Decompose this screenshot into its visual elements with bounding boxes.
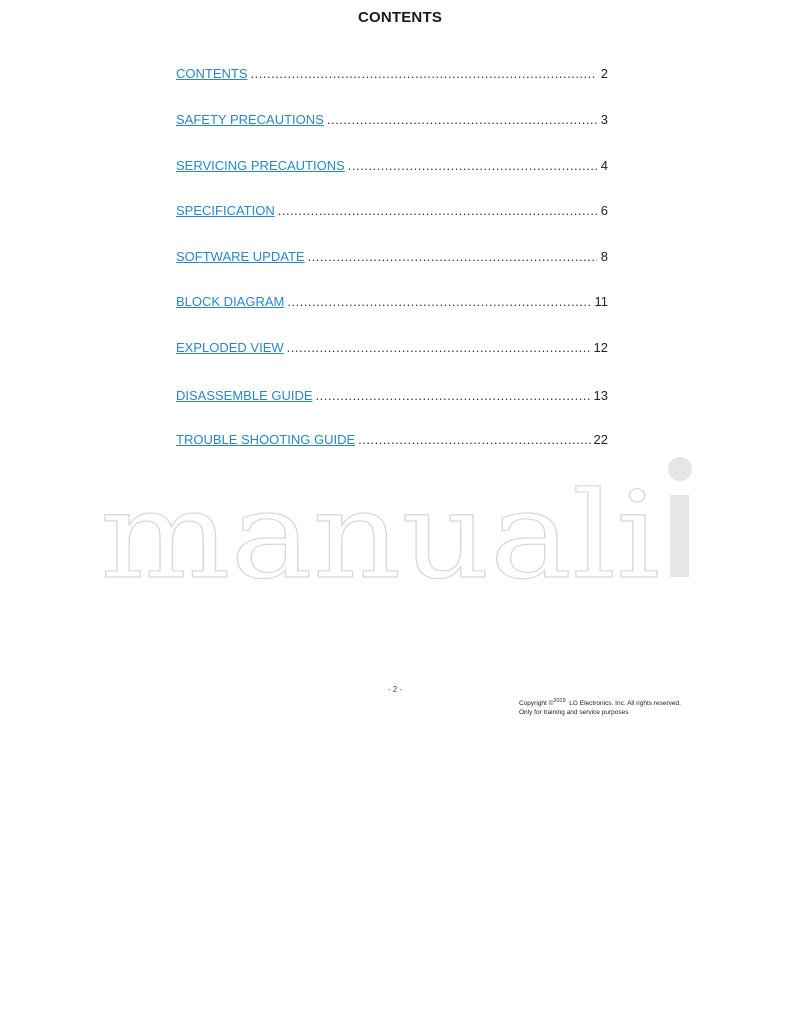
page-title: CONTENTS (357, 9, 443, 26)
toc-leader-dots (251, 66, 598, 81)
watermark-i-stem (670, 495, 689, 577)
toc-entry-servicing-precautions (176, 158, 608, 176)
toc-link-servicing-precautions[interactable]: SERVICING PRECAUTIONS (176, 158, 345, 173)
toc-link-disassemble-guide[interactable]: DISASSEMBLE GUIDE (176, 388, 313, 403)
watermark-logo (100, 455, 700, 585)
toc-entry-block-diagram (176, 294, 608, 312)
toc-link-specification[interactable]: SPECIFICATION (176, 203, 275, 218)
toc-page-number: 8 (600, 249, 608, 264)
toc-page-number: 3 (600, 112, 608, 127)
toc-leader-dots (327, 112, 597, 127)
copyright-notice (519, 697, 681, 717)
copyright-note: Only for training and service purposes (519, 709, 629, 717)
toc-entry-trouble-shooting-guide (176, 432, 608, 450)
toc-leader-dots (308, 249, 597, 264)
toc-link-exploded-view[interactable]: EXPLODED VIEW (176, 340, 284, 355)
toc-link-safety-precautions[interactable]: SAFETY PRECAUTIONS (176, 112, 324, 127)
toc-leader-dots (278, 203, 597, 218)
toc-leader-dots (287, 340, 591, 355)
toc-entry-contents (176, 66, 608, 84)
copyright-owner: LG Electronics. Inc. All rights reserved. (569, 700, 681, 708)
toc-entry-exploded-view (176, 340, 608, 358)
toc-page-number: 2 (600, 66, 608, 81)
watermark-text: manuali (100, 467, 660, 585)
toc-entry-software-update (176, 249, 608, 267)
toc-entry-specification (176, 203, 608, 221)
toc-link-block-diagram[interactable]: BLOCK DIAGRAM (176, 294, 285, 309)
toc-leader-dots (358, 432, 590, 447)
copyright-line (519, 697, 681, 708)
toc-leader-dots (348, 158, 597, 173)
toc-page-number: 13 (593, 388, 608, 403)
toc-entry-disassemble-guide (176, 388, 608, 406)
toc-page-number: 11 (594, 294, 608, 309)
page-number: - 2 - (387, 685, 403, 694)
toc-page-number: 6 (600, 203, 608, 218)
toc-leader-dots (287, 294, 591, 309)
watermark-i-dot (668, 457, 692, 481)
toc-link-trouble-shooting-guide[interactable]: TROUBLE SHOOTING GUIDE (176, 432, 356, 447)
toc-page-number: 12 (593, 340, 608, 355)
copyright-prefix: Copyright © (519, 700, 554, 708)
toc-link-software-update[interactable]: SOFTWARE UPDATE (176, 249, 305, 264)
copyright-year: 2019 (553, 698, 566, 704)
toc-page-number: 4 (600, 158, 608, 173)
toc-link-contents[interactable]: CONTENTS (176, 66, 248, 81)
toc-page-number: 22 (593, 432, 608, 447)
toc-entry-safety-precautions (176, 112, 608, 130)
toc-leader-dots (316, 388, 591, 403)
